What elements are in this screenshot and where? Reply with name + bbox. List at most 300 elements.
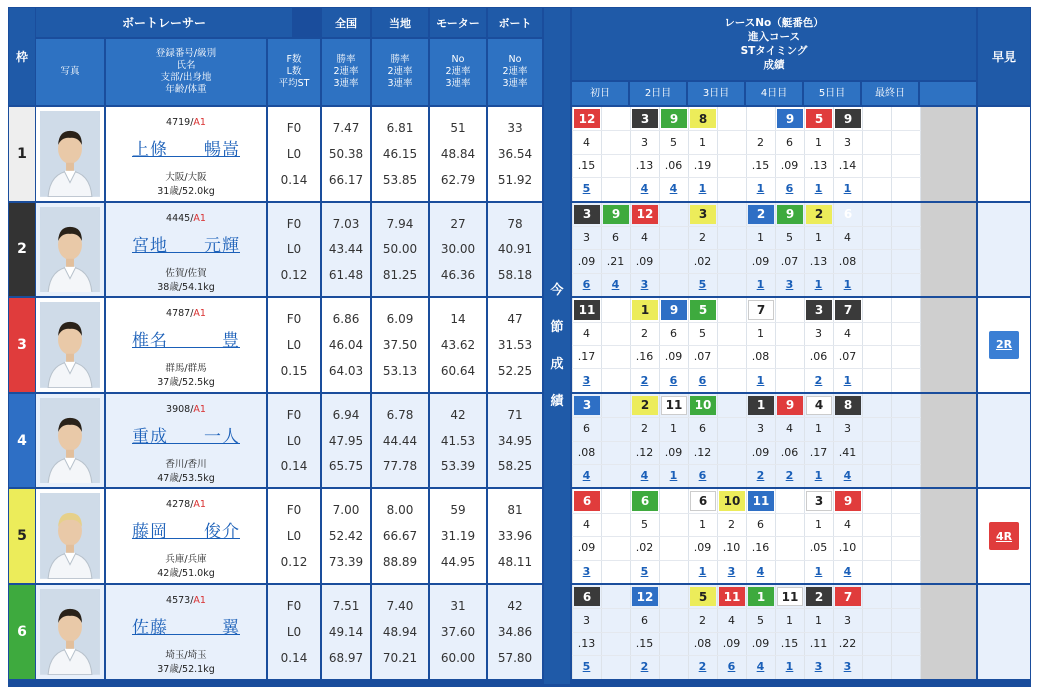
finish-link[interactable]: 2	[640, 660, 649, 674]
finish-link[interactable]: 1	[756, 277, 765, 291]
hayami-cell	[978, 585, 1030, 679]
finish-link[interactable]: 1	[669, 469, 678, 483]
hayami-cell	[978, 489, 1030, 583]
results-cell	[572, 585, 976, 679]
st-timing: .09	[664, 350, 683, 364]
entry-course: 1	[699, 135, 706, 149]
mot-cell	[430, 203, 486, 297]
finish-link[interactable]: 1	[756, 182, 765, 196]
toc-value: 7.40	[386, 598, 414, 613]
boa-value: 78	[507, 216, 523, 231]
mot-cell	[430, 585, 486, 679]
st-timing: .15	[577, 158, 596, 172]
finish-link[interactable]: 3	[640, 277, 649, 291]
st-timing: .09	[635, 254, 654, 268]
race-number-chip[interactable]: 7	[835, 587, 861, 606]
st-timing: .06	[809, 350, 828, 364]
boa-value: 52.25	[497, 363, 533, 378]
race-number-chip[interactable]: 5	[690, 300, 716, 319]
racer-name[interactable]: 佐藤 翼	[132, 618, 240, 638]
finish-link[interactable]: 3	[582, 373, 591, 387]
boa-values	[488, 402, 542, 480]
hayami-cell	[978, 394, 1030, 488]
race-number-chip[interactable]: 8	[690, 109, 716, 128]
finish-link[interactable]: 1	[843, 373, 852, 387]
konsetsu-char: 今	[550, 283, 564, 298]
zenkoku-header: 全国	[322, 8, 370, 37]
race-number-chip[interactable]: 2	[806, 205, 832, 224]
fl-value: F0	[286, 503, 302, 518]
profile-cell	[106, 298, 266, 392]
toc-value: 66.67	[382, 529, 418, 544]
entry-course: 6	[583, 422, 590, 436]
finish-link[interactable]: 5	[582, 182, 591, 196]
racer-photo-icon	[40, 493, 100, 579]
race-number-chip[interactable]: 1	[748, 587, 774, 606]
finish-link[interactable]: 5	[698, 277, 707, 291]
racer-name-link[interactable]	[106, 422, 266, 447]
zen-value: 50.38	[328, 146, 364, 161]
fl-value: F0	[286, 598, 302, 613]
finish-link[interactable]: 2	[698, 660, 707, 674]
racer-name-link[interactable]	[106, 613, 266, 638]
boa-value: 36.54	[497, 146, 533, 161]
race-number-chip[interactable]: 3	[574, 396, 600, 415]
st-timing: .02	[693, 254, 712, 268]
profile	[106, 489, 266, 583]
zen-value: 64.03	[328, 363, 364, 378]
racer-name-link[interactable]	[106, 326, 266, 351]
entry-course: 4	[641, 231, 648, 245]
entry-course: 2	[728, 517, 735, 531]
racer-name-link[interactable]	[106, 231, 266, 256]
konsetsu-char: 節	[550, 320, 564, 335]
fl-value: F0	[286, 312, 302, 327]
entry-course: 4	[844, 231, 851, 245]
waku-number: 2	[9, 203, 35, 297]
entry-course: 5	[699, 326, 706, 340]
finish-link[interactable]: 3	[814, 660, 823, 674]
st-timing: .11	[809, 636, 828, 650]
profile	[106, 298, 266, 392]
race-number-chip[interactable]: 9	[777, 205, 803, 224]
race-number-chip[interactable]: 3	[806, 300, 832, 319]
motor-sub-header: No 2連率 3連率	[430, 39, 486, 105]
boat-sub-header: No 2連率 3連率	[488, 39, 542, 105]
st-timing: .08	[838, 254, 857, 268]
racer-name[interactable]: 上條 暢嵩	[132, 140, 240, 160]
finish-link[interactable]: 3	[785, 277, 794, 291]
finish-link[interactable]: 1	[698, 182, 707, 196]
separator: /	[190, 117, 194, 128]
boa-cell	[488, 489, 542, 583]
boa-cell	[488, 107, 542, 201]
zen-value: 43.44	[328, 242, 364, 257]
race-number-chip[interactable]: 12	[632, 205, 658, 224]
toc-value: 88.89	[382, 555, 418, 570]
boa-value: 40.91	[497, 242, 533, 257]
st-timing: .06	[664, 158, 683, 172]
boa-cell	[488, 203, 542, 297]
entry-course: 6	[786, 135, 793, 149]
st-timing: .16	[751, 541, 770, 555]
entry-course: 3	[757, 422, 764, 436]
race-number-chip[interactable]: 1	[632, 300, 658, 319]
boa-values	[488, 593, 542, 671]
race-number-chip[interactable]: 2	[806, 587, 832, 606]
photo-cell	[36, 298, 104, 392]
racer-name[interactable]: 椎名 豊	[132, 331, 240, 352]
touchi-header: 当地	[372, 8, 428, 37]
zen-value: 47.95	[328, 433, 364, 448]
last-day-gray	[921, 489, 976, 583]
race-number-chip[interactable]: 12	[632, 587, 658, 606]
boa-values	[488, 115, 542, 193]
race-number-chip[interactable]: 6	[574, 587, 600, 606]
race-number-chip[interactable]: 10	[690, 396, 716, 415]
race-number-chip[interactable]: 3	[574, 205, 600, 224]
reg-line	[106, 308, 266, 319]
race-number-chip[interactable]: 12	[574, 109, 600, 128]
motor-header: モーター	[430, 8, 486, 37]
finish-link[interactable]: 2	[785, 469, 794, 483]
photo-cell	[36, 585, 104, 679]
finish-link[interactable]: 6	[785, 182, 794, 196]
finish-link[interactable]: 1	[814, 182, 823, 196]
st-timing: .07	[780, 254, 799, 268]
racer-photo-icon	[40, 302, 100, 388]
results-cell	[572, 107, 976, 201]
entry-course: 3	[641, 135, 648, 149]
profile-cell	[106, 107, 266, 201]
entry-course: 4	[844, 517, 851, 531]
finish-link[interactable]: 3	[843, 660, 852, 674]
boa-value: 48.11	[497, 555, 533, 570]
race-number-chip[interactable]: 4	[756, 111, 766, 126]
entry-course: 5	[757, 613, 764, 627]
race-number-chip[interactable]: 5	[806, 109, 832, 128]
st-timing: .02	[635, 541, 654, 555]
reg-number: 4278	[166, 499, 191, 511]
mot-value: 31.19	[440, 529, 476, 544]
waku-number: 5	[9, 489, 35, 583]
finish-link[interactable]: 4	[756, 660, 765, 674]
racer-photo	[40, 207, 100, 293]
entry-course: 2	[699, 231, 706, 245]
hayami-link[interactable]: 2R	[989, 331, 1019, 359]
racer-name[interactable]: 重成 一人	[132, 426, 240, 447]
reg-line	[106, 595, 266, 606]
toc-values	[372, 593, 428, 671]
race-number-chip[interactable]: 3	[632, 109, 658, 128]
race-number-chip[interactable]: 6	[574, 491, 600, 510]
toc-value: 46.15	[382, 146, 418, 161]
boa-value: 34.95	[497, 433, 533, 448]
st-timing: .08	[577, 445, 596, 459]
race-number-chip[interactable]: 2	[748, 205, 774, 224]
st-timing: .13	[809, 158, 828, 172]
zen-value: 6.94	[332, 407, 360, 422]
profile	[106, 585, 266, 679]
finish-link[interactable]: 4	[640, 182, 649, 196]
st-timing: .13	[635, 158, 654, 172]
st-timing: .10	[722, 541, 741, 555]
reg-number: 4719	[166, 117, 191, 128]
race-number-chip[interactable]: 9	[835, 109, 861, 128]
entry-course: 3	[583, 231, 590, 245]
finish-link[interactable]: 2	[640, 373, 649, 387]
mot-value: 60.64	[440, 363, 476, 378]
age-weight: 37歳/52.5kg	[157, 377, 215, 389]
day-header-6: 最終日	[862, 82, 918, 105]
entry-course: 1	[757, 326, 764, 340]
last-day-gray	[921, 203, 976, 297]
race-number-chip[interactable]: 11	[661, 396, 687, 415]
entry-course: 5	[786, 231, 793, 245]
branch-hometown: 兵庫/兵庫	[165, 554, 207, 566]
race-number-chip[interactable]: 11	[777, 587, 803, 606]
boa-value: 42	[507, 598, 523, 613]
fl-value: F0	[286, 216, 302, 231]
last-day-gray	[921, 585, 976, 679]
st-timing: .09	[751, 254, 770, 268]
fl-values	[268, 593, 320, 671]
hayami-header: 早見	[978, 8, 1030, 105]
racer-name-link[interactable]	[106, 517, 266, 542]
racer-name-link[interactable]	[106, 135, 266, 160]
finish-link[interactable]: 4	[640, 469, 649, 483]
st-timing: .09	[780, 158, 799, 172]
rate-touchi-header: 勝率 2連率 3連率	[372, 39, 428, 105]
finish-link[interactable]: 4	[756, 564, 765, 578]
race-number-chip[interactable]: 11	[748, 491, 774, 510]
st-timing: .07	[693, 350, 712, 364]
toc-values	[372, 306, 428, 384]
race-number-chip[interactable]: 6	[843, 207, 853, 222]
toc-value: 50.00	[382, 242, 418, 257]
race-number-chip[interactable]: 9	[777, 109, 803, 128]
racer-name[interactable]: 藤岡 俊介	[132, 522, 240, 543]
age-weight: 38歳/54.1kg	[157, 281, 215, 293]
boa-values	[488, 497, 542, 575]
finish-link[interactable]: 6	[582, 277, 591, 291]
toc-value: 53.85	[382, 172, 418, 187]
race-number-chip[interactable]: 9	[603, 205, 629, 224]
mot-values	[430, 306, 486, 384]
race-number-chip[interactable]: 7	[748, 300, 774, 319]
mot-cell	[430, 298, 486, 392]
entry-course: 3	[844, 613, 851, 627]
separator: /	[190, 403, 194, 415]
fl-value: F0	[286, 120, 302, 135]
zen-value: 7.03	[332, 216, 360, 231]
racer-row	[8, 585, 1031, 679]
separator: /	[190, 308, 194, 320]
finish-link[interactable]: 1	[785, 660, 794, 674]
finish-link[interactable]: 1	[756, 373, 765, 387]
race-number-chip[interactable]: 3	[806, 491, 832, 510]
profile-cell	[106, 394, 266, 488]
hayami-cell	[978, 203, 1030, 297]
toc-value: 37.50	[382, 337, 418, 352]
mot-value: 42	[450, 407, 466, 422]
fl-values	[268, 306, 320, 384]
zen-value: 7.00	[332, 503, 360, 518]
finish-link[interactable]: 2	[814, 373, 823, 387]
race-number-chip[interactable]: 6	[690, 491, 716, 510]
race-number-chip[interactable]: 9	[835, 491, 861, 510]
st-timing: .09	[722, 636, 741, 650]
mot-value: 60.00	[440, 650, 476, 665]
finish-link[interactable]: 6	[727, 660, 736, 674]
finish-link[interactable]: 3	[727, 564, 736, 578]
st-timing: .12	[693, 445, 712, 459]
boa-value: 47	[507, 312, 523, 327]
day-header-2: 2日目	[630, 82, 686, 105]
toc-cell	[372, 585, 428, 679]
mot-value: 48.84	[440, 146, 476, 161]
hayami-cell	[978, 107, 1030, 201]
race-number-chip[interactable]: 9	[661, 109, 687, 128]
toc-cell	[372, 394, 428, 488]
class-badge: A1	[193, 499, 206, 511]
mot-value: 44.95	[440, 555, 476, 570]
age-weight: 47歳/53.5kg	[157, 472, 215, 484]
racer-photo-icon	[40, 111, 100, 197]
race-number-chip[interactable]: 4	[806, 396, 832, 415]
race-number-chip[interactable]: 5	[690, 587, 716, 606]
finish-link[interactable]: 2	[756, 469, 765, 483]
finish-link[interactable]: 1	[814, 277, 823, 291]
profile-cell	[106, 585, 266, 679]
boa-value: 34.86	[497, 624, 533, 639]
hayami-link[interactable]: 4R	[989, 522, 1019, 550]
mot-value: 37.60	[440, 624, 476, 639]
finish-link[interactable]: 4	[611, 277, 620, 291]
finish-link[interactable]: 6	[669, 373, 678, 387]
photo-cell	[36, 107, 104, 201]
entry-course: 2	[641, 326, 648, 340]
race-number-chip[interactable]: 9	[777, 396, 803, 415]
racer-name[interactable]: 宮地 元輝	[132, 235, 240, 256]
finish-link[interactable]: 5	[640, 564, 649, 578]
fl-value: 0.14	[280, 172, 308, 187]
race-number-chip[interactable]: 8	[835, 396, 861, 415]
st-timing: .19	[693, 158, 712, 172]
finish-link[interactable]: 1	[698, 564, 707, 578]
zen-value: 6.86	[332, 312, 360, 327]
entry-course: 1	[815, 517, 822, 531]
results-cell	[572, 298, 976, 392]
finish-link[interactable]: 1	[814, 469, 823, 483]
mot-value: 51	[450, 120, 466, 135]
toc-value: 7.94	[386, 216, 414, 231]
mot-values	[430, 497, 486, 575]
profile	[106, 394, 266, 488]
last-day-gray	[921, 394, 976, 488]
results-cell	[572, 394, 976, 488]
branch-hometown: 香川/香川	[165, 458, 207, 470]
zen-value: 46.04	[328, 337, 364, 352]
zen-value: 65.75	[328, 459, 364, 474]
branch-hometown: 群馬/群馬	[165, 363, 207, 375]
zen-values	[322, 497, 370, 575]
finish-link[interactable]: 6	[698, 469, 707, 483]
race-number-chip[interactable]: 3	[690, 205, 716, 224]
zen-values	[322, 593, 370, 671]
finish-link[interactable]: 5	[582, 660, 591, 674]
mot-value: 59	[450, 503, 466, 518]
fl-value: 0.15	[280, 363, 308, 378]
toc-values	[372, 211, 428, 289]
mot-value: 14	[450, 312, 466, 327]
toc-value: 77.78	[382, 459, 418, 474]
fl-value: L0	[286, 242, 302, 257]
st-timing: .08	[693, 636, 712, 650]
race-number-chip[interactable]: 11	[574, 300, 600, 319]
boa-value: 81	[507, 503, 523, 518]
zen-cell	[322, 298, 370, 392]
entry-course: 4	[728, 613, 735, 627]
racer-row	[8, 489, 1031, 583]
class-badge: A1	[193, 403, 206, 415]
konsetsu-char: 成	[550, 357, 564, 372]
finish-link[interactable]: 4	[843, 469, 852, 483]
finish-link[interactable]: 1	[814, 564, 823, 578]
toc-value: 44.44	[382, 433, 418, 448]
fl-value: L0	[286, 529, 302, 544]
racer-photo	[40, 589, 100, 675]
reg-number: 4787	[166, 308, 191, 320]
race-number-chip[interactable]: 11	[719, 587, 745, 606]
reg-line	[106, 213, 266, 224]
entry-course: 4	[786, 422, 793, 436]
finish-link[interactable]: 4	[843, 564, 852, 578]
race-number-chip[interactable]: 9	[661, 300, 687, 319]
racer-photo	[40, 493, 100, 579]
entry-course: 1	[670, 422, 677, 436]
fl-values	[268, 211, 320, 289]
entry-course: 4	[583, 326, 590, 340]
toc-cell	[372, 203, 428, 297]
finish-link[interactable]: 1	[843, 277, 852, 291]
fl-value: L0	[286, 146, 302, 161]
race-number-chip[interactable]: 6	[632, 491, 658, 510]
separator: /	[190, 499, 194, 511]
finish-link[interactable]: 4	[669, 182, 678, 196]
race-number-chip[interactable]: 7	[835, 300, 861, 319]
day-header-5: 5日目	[804, 82, 860, 105]
age-weight: 37歳/52.1kg	[157, 664, 215, 675]
finish-link[interactable]: 1	[843, 182, 852, 196]
st-timing: .22	[838, 636, 857, 650]
finish-link[interactable]: 3	[582, 564, 591, 578]
race-number-chip[interactable]: 1	[748, 396, 774, 415]
zen-cell	[322, 489, 370, 583]
waku-number: 4	[9, 394, 35, 488]
reg-line	[106, 117, 266, 128]
finish-link[interactable]: 4	[582, 469, 591, 483]
fl-values	[268, 497, 320, 575]
race-number-chip[interactable]: 10	[719, 491, 745, 510]
entry-course: 1	[757, 231, 764, 245]
waku-header: 枠	[9, 8, 35, 105]
race-number-chip[interactable]: 2	[632, 396, 658, 415]
zen-values	[322, 402, 370, 480]
entry-course: 1	[786, 613, 793, 627]
racer-row	[8, 298, 1031, 392]
finish-link[interactable]: 6	[698, 373, 707, 387]
